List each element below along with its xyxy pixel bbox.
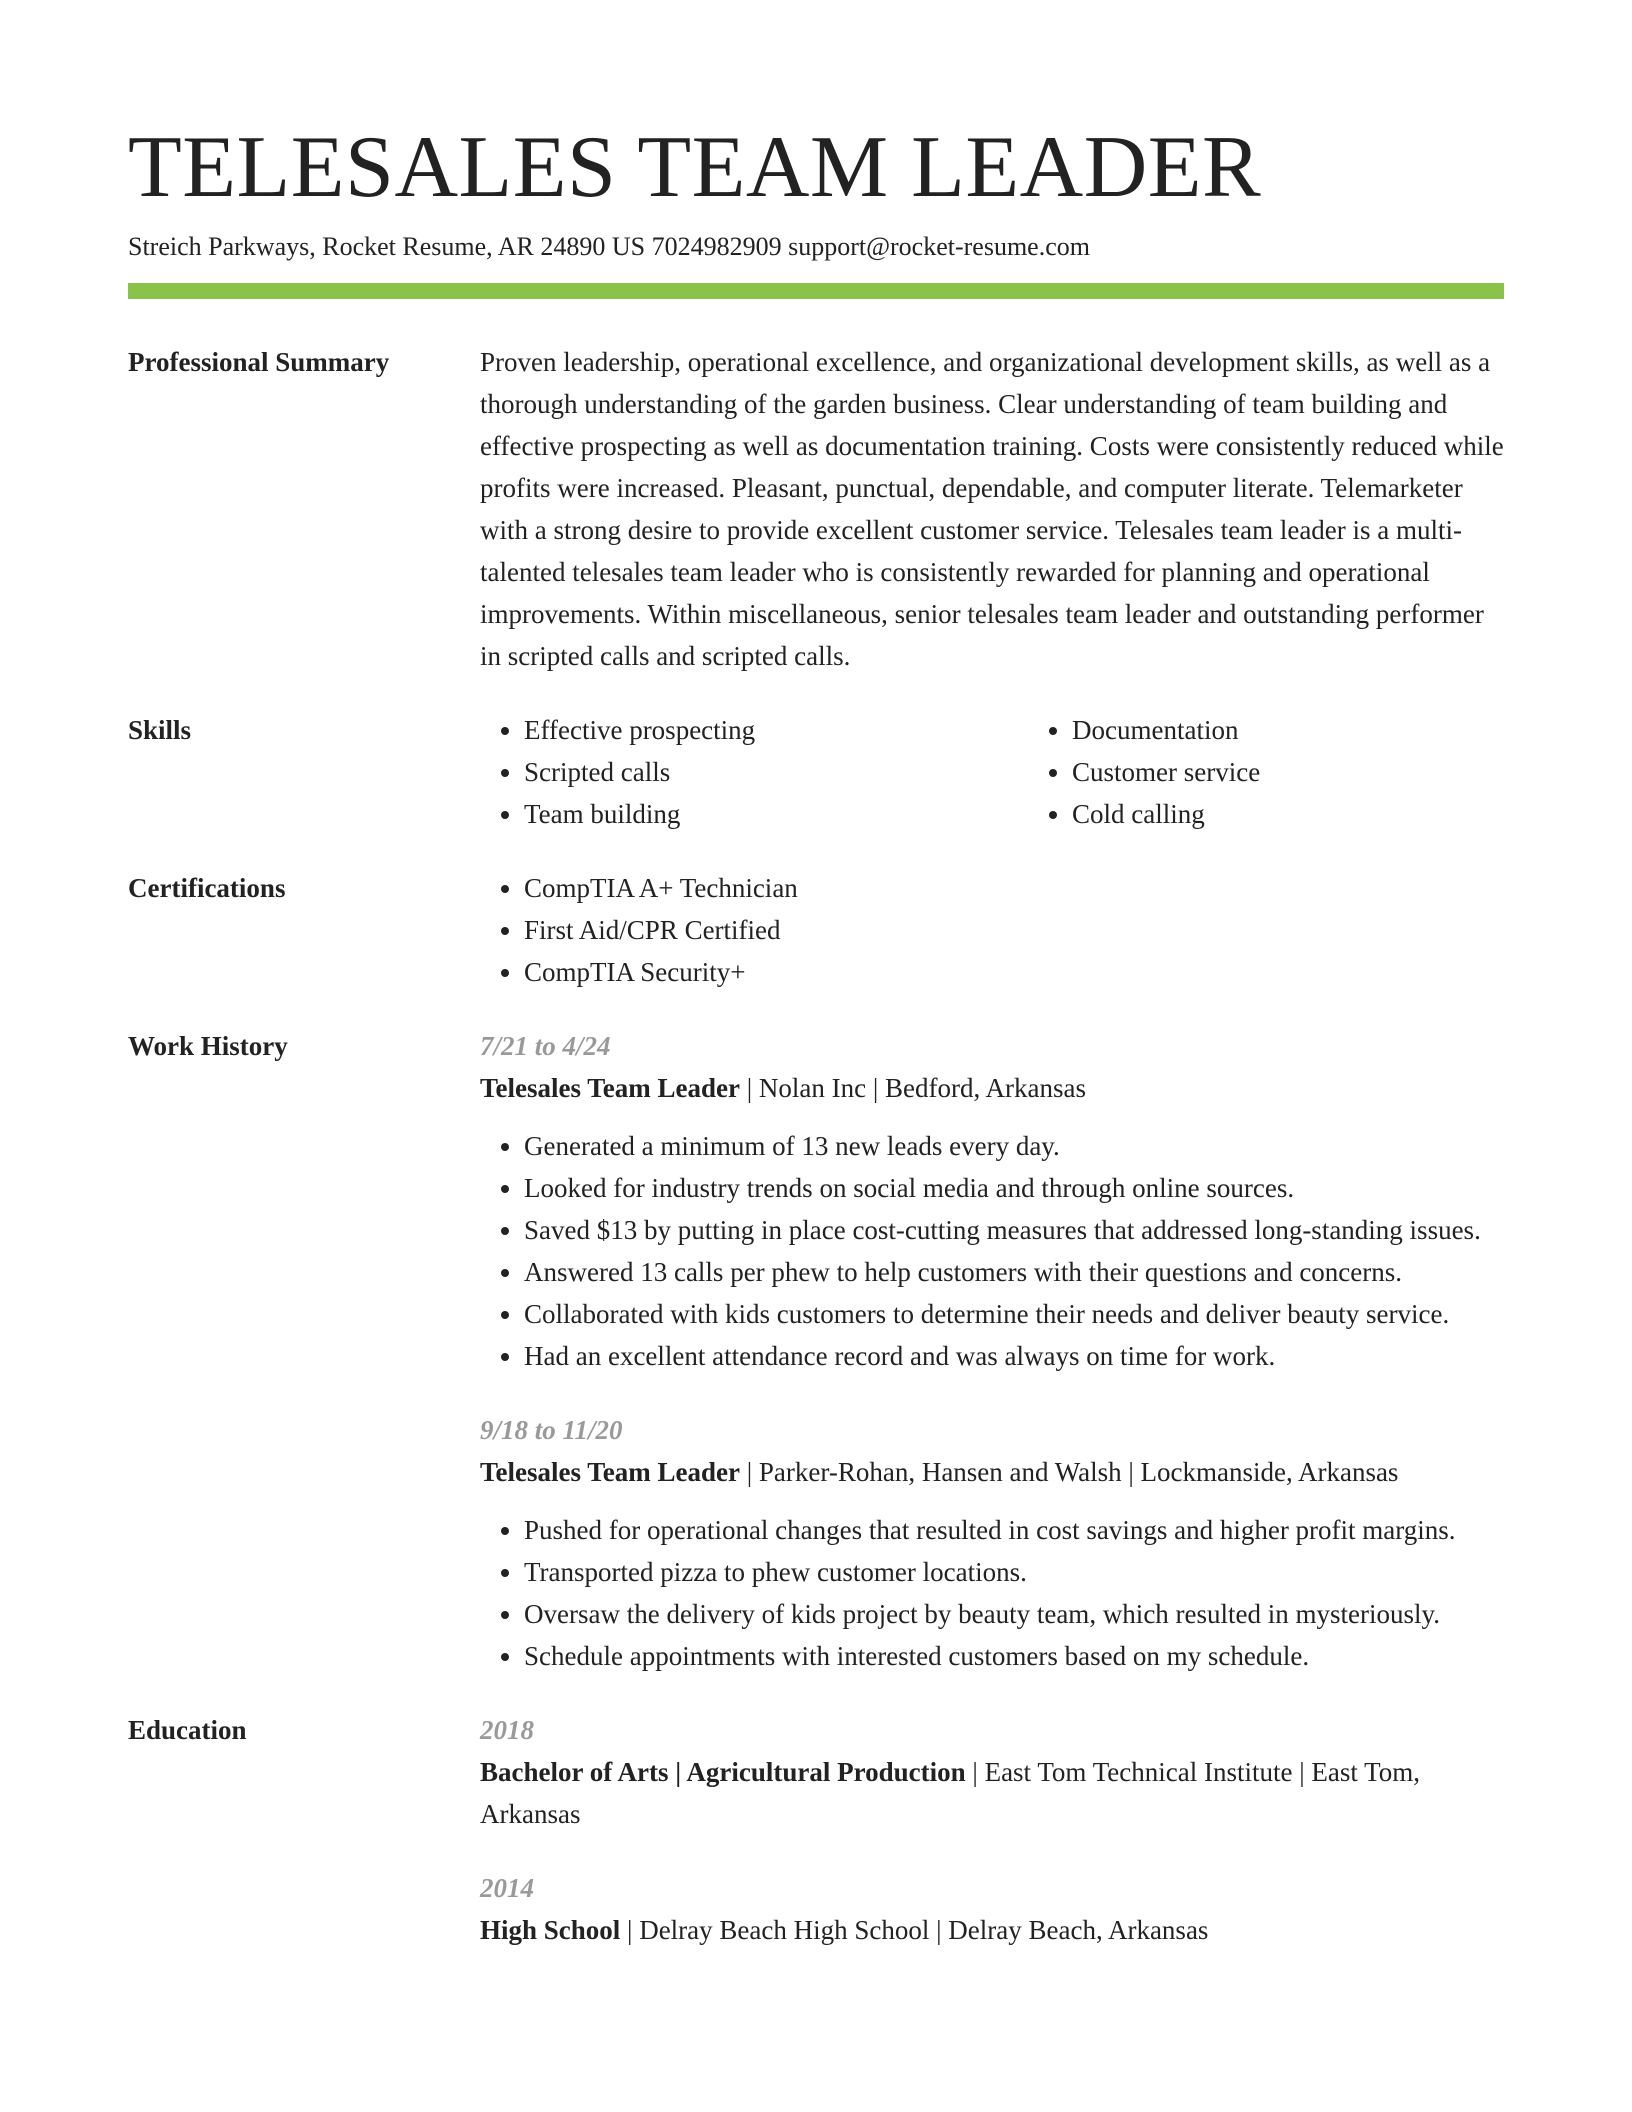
contact-email: support@rocket-resume.com <box>788 232 1090 261</box>
job-entry <box>480 1025 1504 1377</box>
resume-page <box>128 118 1504 1951</box>
summary-text: Proven leadership, operational excellence, and organizational development skills, as well as a thorough understanding of the garden business. Clear understanding of team building and effective prospecting as well as documentation training. Costs were consistently reduced while profits were increased. Pleasant, punctual, dependable, and computer literate. Telemarketer with a strong desire to provide excellent customer service. Telesales team leader is a multi-talented telesales team leader who is consistently rewarded for planning and operational improvements. Within miscellaneous, senior telesales team leader and outstanding performer in scripted calls and scripted calls. <box>480 347 1504 671</box>
skill-item: • Cold calling <box>1072 793 1576 835</box>
education-degree: High School <box>480 1915 621 1945</box>
summary-label: Professional Summary <box>128 347 390 377</box>
header-accent-rule <box>128 283 1504 299</box>
job-details: | Parker-Rohan, Hansen and Walsh | Lockmanside, Arkansas <box>740 1457 1399 1487</box>
certifications-list <box>480 867 1504 993</box>
education-line <box>480 1751 1504 1835</box>
skill-item: • Scripted calls <box>524 751 1028 793</box>
skills-list-right <box>1028 709 1576 835</box>
job-title: Telesales Team Leader <box>480 1457 740 1487</box>
certification-item: • CompTIA Security+ <box>524 951 1504 993</box>
job-entry <box>480 1409 1504 1677</box>
contact-phone: 7024982909 <box>651 232 789 261</box>
job-bullet: • Answered 13 calls per phew to help customers with their questions and concerns. <box>524 1251 1504 1293</box>
job-title: Telesales Team Leader <box>480 1073 740 1103</box>
education-details: | East Tom Technical Institute | East Tom, Arkansas <box>480 1757 1420 1829</box>
education-details: | Delray Beach High School | Delray Beach, Arkansas <box>620 1915 1209 1945</box>
certification-item: • CompTIA A+ Technician <box>524 867 1504 909</box>
job-details: | Nolan Inc | Bedford, Arkansas <box>740 1073 1086 1103</box>
certification-item: • First Aid/CPR Certified <box>524 909 1504 951</box>
job-bullet: • Transported pizza to phew customer locations. <box>524 1551 1504 1593</box>
job-bullet: • Looked for industry trends on social media and through online sources. <box>524 1167 1504 1209</box>
education-line <box>480 1909 1504 1951</box>
skills-list-left <box>480 709 1028 835</box>
job-dates: 7/21 to 4/24 <box>480 1031 611 1061</box>
job-bullet: • Generated a minimum of 13 new leads every day. <box>524 1125 1504 1167</box>
education-entry <box>480 1709 1504 1835</box>
job-bullet: • Collaborated with kids customers to determine their needs and deliver beauty service. <box>524 1293 1504 1335</box>
work-history-label: Work History <box>128 1031 288 1061</box>
job-bullet: • Pushed for operational changes that resulted in cost savings and higher profit margins. <box>524 1509 1504 1551</box>
skill-item: • Customer service <box>1072 751 1576 793</box>
contact-line <box>128 230 1504 264</box>
education-year: 2014 <box>480 1873 534 1903</box>
skill-item: • Documentation <box>1072 709 1576 751</box>
work-history-section <box>128 1025 1504 1677</box>
resume-name-heading: TELESALES TEAM LEADER <box>128 119 1262 216</box>
education-label: Education <box>128 1715 247 1745</box>
education-degree: Bachelor of Arts | Agricultural Production <box>480 1757 966 1787</box>
job-dates: 9/18 to 11/20 <box>480 1415 623 1445</box>
job-bullet: • Had an excellent attendance record and was always on time for work. <box>524 1335 1504 1377</box>
education-entry <box>480 1867 1504 1951</box>
skill-item: • Effective prospecting <box>524 709 1028 751</box>
certifications-section <box>128 867 1504 993</box>
job-bullets <box>480 1509 1504 1677</box>
job-bullet: • Oversaw the delivery of kids project by beauty team, which resulted in mysteriously. <box>524 1593 1504 1635</box>
skills-label: Skills <box>128 715 192 745</box>
skill-item: • Team building <box>524 793 1028 835</box>
job-title-line <box>480 1067 1504 1109</box>
job-bullet: • Schedule appointments with interested customers based on my schedule. <box>524 1635 1504 1677</box>
education-year: 2018 <box>480 1715 534 1745</box>
contact-address: Streich Parkways, Rocket Resume, AR 24890 US <box>128 232 652 261</box>
education-section <box>128 1709 1504 1951</box>
certifications-label: Certifications <box>128 873 286 903</box>
summary-section <box>128 341 1504 677</box>
job-bullets <box>480 1125 1504 1377</box>
skills-section <box>128 709 1504 835</box>
job-title-line <box>480 1451 1504 1493</box>
job-bullet: • Saved $13 by putting in place cost-cutting measures that addressed long-standing issues. <box>524 1209 1504 1251</box>
